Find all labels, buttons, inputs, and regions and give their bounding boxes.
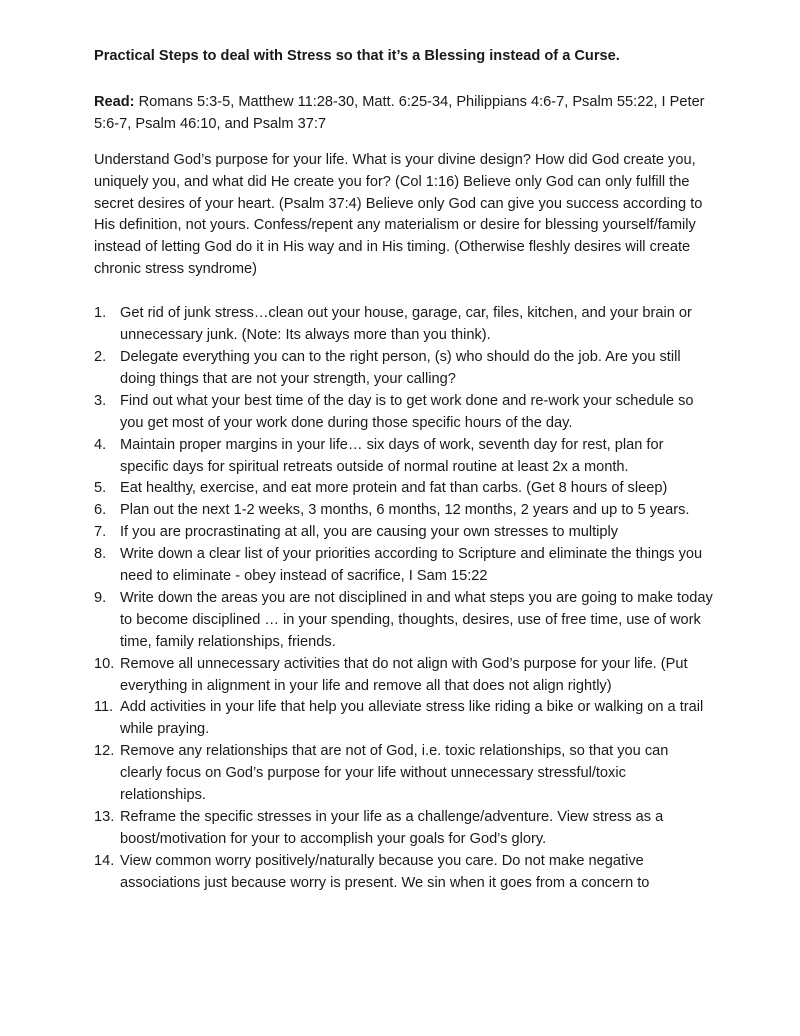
step-text: Remove all unnecessary activities that do not align with God’s purpose for your life. (Put everything in alignment in your life and remove all that does not align rightly) xyxy=(120,655,688,694)
list-item xyxy=(94,851,714,895)
step-text: Remove any relationships that are not of God, i.e. toxic relationships, so that you can clearly focus on God’s purpose for your life without unnecessary stressful/toxic relationships. xyxy=(120,743,669,804)
list-item xyxy=(94,588,714,654)
step-number: 13. xyxy=(94,809,115,825)
step-text: View common worry positively/naturally because you care. Do not make negative associations just because worry is present. We sin when it goes from a concern to xyxy=(120,852,650,891)
step-number: 6. xyxy=(94,502,107,519)
step-text: Write down a clear list of your priorities according to Scripture and eliminate the things you need to eliminate - obey instead of sacrifice, I Sam 15:22 xyxy=(120,546,703,585)
list-item xyxy=(94,500,714,522)
document-title: Practical Steps to deal with Stress so that it’s a Blessing instead of a Curse. xyxy=(94,48,620,64)
read-label: Read: xyxy=(94,93,135,110)
step-number: 12. xyxy=(94,743,115,760)
step-number: 14. xyxy=(94,852,115,869)
step-number: 2. xyxy=(94,348,107,365)
list-item xyxy=(94,544,714,588)
step-text: Reframe the specific stresses in your life as a challenge/adventure. View stress as a boost/motivation for your to accomplish your goals for God’s glory. xyxy=(120,809,664,847)
step-number: 10. xyxy=(94,655,115,672)
step-text: If you are procrastinating at all, you are causing your own stresses to multiply xyxy=(120,524,619,541)
read-text: Romans 5:3-5, Matthew 11:28-30, Matt. 6:25-34, Philippians 4:6-7, Psalm 55:22, I Peter 5:6-7, Psalm 46:10, and Psalm 37:7 xyxy=(94,93,705,132)
step-text: Get rid of junk stress…clean out your house, garage, car, files, kitchen, and your brain or unnecessary junk. (Note: Its always more than you think). xyxy=(120,305,692,344)
step-text: Plan out the next 1-2 weeks, 3 months, 6 months, 12 months, 2 years and up to 5 years. xyxy=(120,502,690,519)
list-item xyxy=(94,347,714,391)
reading-references xyxy=(94,92,714,136)
list-item xyxy=(94,435,714,479)
list-item xyxy=(94,741,714,807)
step-number: 8. xyxy=(94,546,107,563)
step-text: Add activities in your life that help you alleviate stress like riding a bike or walking on a trail while praying. xyxy=(120,699,704,738)
step-text: Find out what your best time of the day is to get work done and re-work your schedule so you get most of your work done during those specific hours of the day. xyxy=(120,392,694,431)
step-number: 7. xyxy=(94,524,107,541)
list-item xyxy=(94,303,714,347)
intro-paragraph: Understand God’s purpose for your life. What is your divine design? How did God create you, uniquely you, and what did He create you for? (Col 1:16) Believe only God can only fulfill the secret desires of your heart. (Psalm 37:4) Believe only God can give you success according to His definition, not yours. Confess/repent any materialism or desire for blessing yourself/family instead of letting God do it in His way and in His timing. (Otherwise fleshly desires will create chronic stress syndrome) xyxy=(94,151,703,278)
list-item xyxy=(94,391,714,435)
step-number: 11. xyxy=(94,699,114,716)
list-item xyxy=(94,807,714,851)
step-text: Eat healthy, exercise, and eat more protein and fat than carbs. (Get 8 hours of sleep) xyxy=(120,480,668,497)
list-item xyxy=(94,697,714,741)
steps-list xyxy=(94,303,714,894)
step-text: Maintain proper margins in your life… six days of work, seventh day for rest, plan for specific days for spiritual retreats outside of normal routine at least 2x a month. xyxy=(120,436,664,475)
list-item xyxy=(94,654,714,698)
document-page xyxy=(94,46,714,895)
list-item xyxy=(94,522,714,544)
step-number: 1. xyxy=(94,305,107,322)
step-number: 4. xyxy=(94,436,107,453)
step-number: 3. xyxy=(94,392,107,409)
step-text: Write down the areas you are not disciplined in and what steps you are going to make today to become disciplined … in your spending, thoughts, desires, use of free time, use of work time, family relationships, friends. xyxy=(120,589,713,650)
list-item xyxy=(94,478,714,500)
step-text: Delegate everything you can to the right person, (s) who should do the job. Are you still doing things that are not your strength, your calling? xyxy=(120,348,681,387)
step-number: 5. xyxy=(94,480,107,497)
step-number: 9. xyxy=(94,589,107,606)
